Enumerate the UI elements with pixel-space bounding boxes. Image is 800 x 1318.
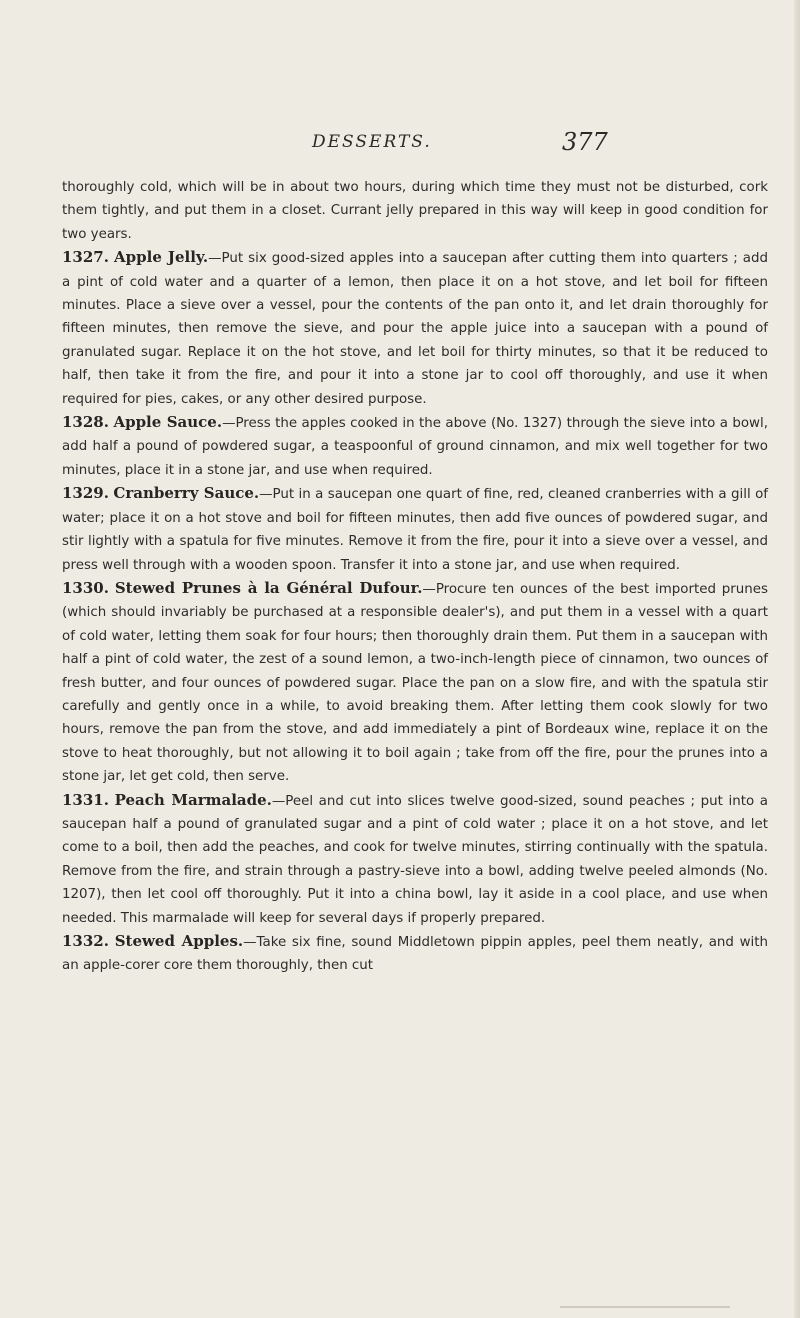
entry-title: Peach Marmalade. [114,790,272,809]
entry-number: 1329. [62,484,109,503]
page-number: 377 [562,128,608,156]
recipe-entry-1329 [62,482,768,577]
entry-text: —Take six fine, sound Middletown pippin apples, peel them neatly, and with an apple-corer core them thoroughly, then cut [62,935,769,974]
entry-title: Stewed Apples. [114,932,244,950]
entry-number: 1330. [62,578,109,597]
entry-title: Cranberry Sauce. [113,484,260,503]
entry-text: —Peel and cut into slices twelve good-sized, sound peaches ; put into a saucepan half a pound of granulated sugar and a pint of cold water ; place it on a hot stove, and let come to a boil, then add the peaches, and cook for twelve minutes, stirring continually with the spatula. Remove from the fire, and strain through a pastry-sieve into a bowl, adding twelve peeled almonds (No. 1207), then let cool off thoroughly. Put it into a china bowl, lay it aside in a cool place, and use when needed. This marmalade will keep for several days if properly prepared. [62,793,768,926]
recipe-entry-1331 [62,789,768,930]
recipe-entry-1332 [62,930,768,978]
entry-number: 1331. [62,790,109,809]
recipe-entry-1330 [62,577,768,789]
entry-text: —Put six good-sized apples into a saucepan after cutting them into quarters ; add a pint of cold water and a quarter of a lemon, then place it on a hot stove, and let boil for fifteen minutes. Place a sieve over a vessel, pour the contents of the pan onto it, and let drain thoroughly for fifteen minutes, then remove the sieve, and pour the apple juice into a saucepan with a pound of granulated sugar. Replace it on the hot stove, and let boil for thirty minutes, so that it be reduced to half, then take it from the fire, and pour it into a stone jar to cool off thoroughly, and use it when required for pies, cakes, or any other desired purpose. [62,251,768,407]
page-body [62,176,768,978]
scan-artifact [560,1306,730,1308]
entry-number: 1332. [62,932,109,950]
entry-title: Apple Jelly. [114,248,209,267]
recipe-entry-1327 [62,246,768,411]
running-head: DESSERTS. [312,132,432,152]
entry-number: 1327. [62,248,109,267]
page-edge [794,0,800,1318]
page-header [0,128,800,168]
continued-paragraph: thoroughly cold, which will be in about two hours, during which time they must not be disturbed, cork them tightly, and put them in a closet. Currant jelly prepared in this way will keep in good condition for two years. [62,180,768,242]
entry-number: 1328. [62,413,109,432]
entry-text: —Procure ten ounces of the best imported prunes (which should invariably be purchased at a responsible dealer's), and put them in a vessel with a quart of cold water, letting them soak for four hours; then thoroughly drain them. Put them in a saucepan with half a pint of cold water, the zest of a sound lemon, a two-inch-length piece of cinnamon, two ounces of fresh butter, and four ounces of powdered sugar. Place the pan on a slow fire, and with the spatula stir carefully and gently once in a while, to avoid breaking them. After letting them cook slowly for two hours, remove the pan from the stove, and add immediately a pint of Bordeaux wine, replace it on the stove to heat thoroughly, but not allowing it to boil again ; take from off the fire, pour the prunes into a stone jar, let get cold, then serve. [62,581,768,785]
entry-text: —Press the apples cooked in the above (No. 1327) through the sieve into a bowl, add half a pound of powdered sugar, a teaspoonful of ground cinnamon, and mix well together for two minutes, place it in a stone jar, and use when required. [62,416,768,478]
entry-title: Stewed Prunes à la Général Dufour. [114,578,423,597]
entry-text: —Put in a saucepan one quart of fine, red, cleaned cranberries with a gill of water; place it on a hot stove and boil for fifteen minutes, then add five ounces of powdered sugar, and stir lightly with a spatula for five minutes. Remove it from the fire, pour it into a sieve over a vessel, and press well through with a wooden spoon. Transfer it into a stone jar, and use when required. [62,487,768,573]
recipe-entry-1328 [62,411,768,482]
entry-title: Apple Sauce. [113,413,223,432]
